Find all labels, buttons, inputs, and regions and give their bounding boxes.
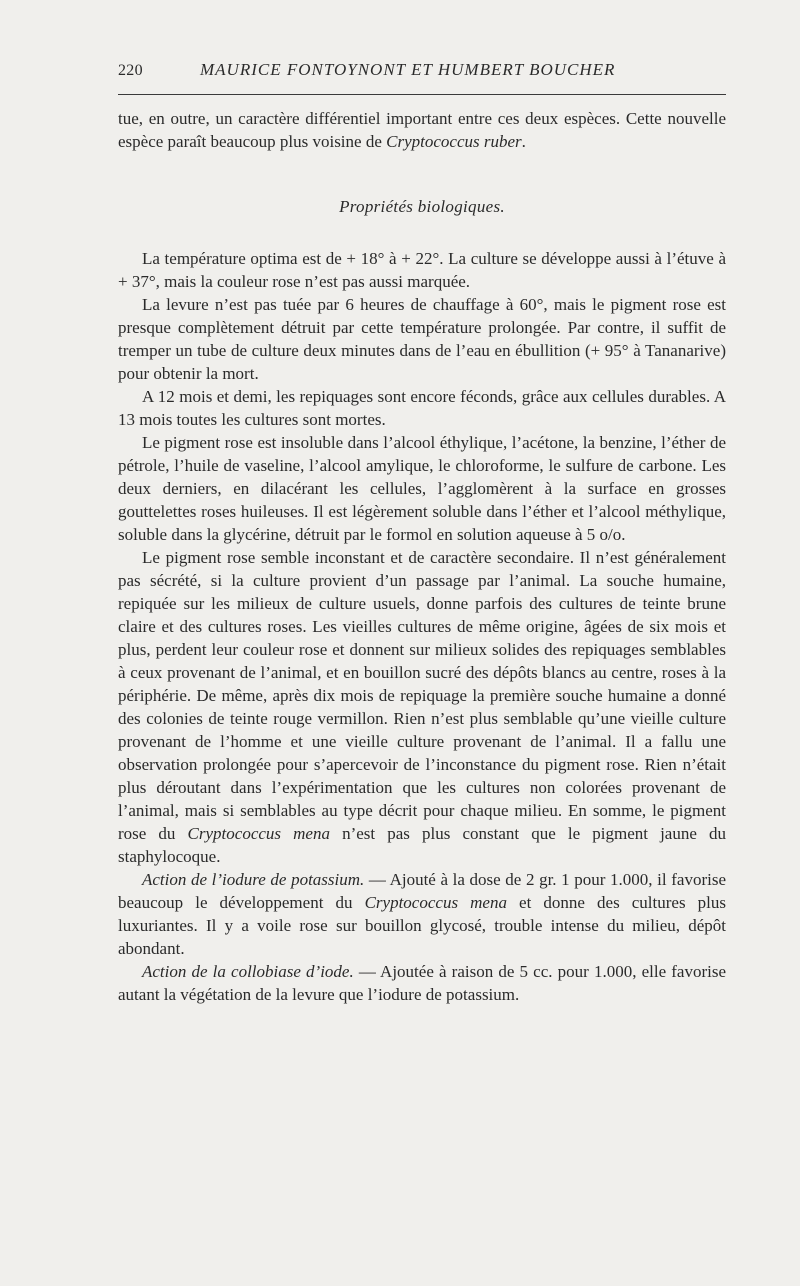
section-heading: Propriétés biologiques. <box>339 197 505 216</box>
paragraph-pigment-inconstant <box>118 546 726 868</box>
p6-text: — Ajouté à la dose de 2 gr. 1 pour 1.000, il favorise beaucoup le développement du <box>118 870 726 912</box>
paragraph-potassium-iodide <box>118 868 726 960</box>
paragraph-heating: La levure n’est pas tuée par 6 heures de chauffage à 60°, mais le pigment rose est presque complètement détruit par cette température prolongée. Par contre, il suffit de tremper un tube de culture deux minutes dans de l’eau en ébullition (+ 95° à Tananarive) pour obtenir la mort. <box>118 295 726 383</box>
running-head: MAURICE FONTOYNONT ET HUMBERT BOUCHER <box>200 60 616 79</box>
intro-end: . <box>521 132 526 151</box>
paragraph-collobiase <box>118 960 726 1006</box>
species-name: Cryptococcus mena <box>364 893 507 912</box>
page-number: 220 <box>118 62 143 79</box>
paragraph-temperature: La température optima est de + 18° à + 22°. La culture se développe aussi à l’étuve à + 37°, mais la couleur rose n’est pas aussi marquée. <box>118 249 726 291</box>
p5-text: Le pigment rose semble inconstant et de caractère secondaire. Il n’est généralement pas sécrété, si la culture provient d’un passage par l’animal. La souche humaine, repiquée sur les milieux de culture usuels, donne parfois des cultures de teinte brune claire et des cultures roses. Les vieilles cultures de même origine, âgées de six mois et plus, perdent leur couleur rose et donnent sur milieux solides des repiquages semblables à ceux provenant de l’animal, et en bouillon sucré des dépôts blancs au centre, roses à la périphérie. De même, après dix mois de repiquage la première souche humaine a donné des colonies de teinte rouge vermillon. Rien n’est plus semblable qu’une vieille culture provenant de l’homme et une vieille culture provenant de l’animal. Il a fallu une observation prolongée pour s’apercevoir de l’inconstance du pigment rose. Rien n’était plus déroutant dans l’expérimentation que les cultures non colorées provenant de l’animal, mais si semblables au type décrit pour chaque milieu. En somme, le pigment rose du <box>118 548 726 843</box>
intro-paragraph <box>118 107 726 153</box>
intro-text: tue, en outre, un caractère différentiel important entre ces deux espèces. Cette nouvelle espèce paraît beaucoup plus voisine de <box>118 109 726 151</box>
paragraph-pigment-solubility: Le pigment rose est insoluble dans l’alcool éthylique, l’acétone, la benzine, l’éther de pétrole, l’huile de vaseline, l’alcool amylique, le chloroforme, le sulfure de carbone. Les deux derniers, en dilacérant les cellules, l’agglomèrent à la surface en grosses gouttelettes roses huileuses. Il est légèrement soluble dans l’éther et l’alcool méthylique, soluble dans la glycérine, détruit par le formol en solution aqueuse à 5 o/o. <box>118 433 726 544</box>
p6-title: Action de l’iodure de potassium. <box>142 870 365 889</box>
p7-text: — Ajoutée à raison de 5 cc. pour 1.000, elle favorise autant la végétation de la levure que l’iodure de potassium. <box>118 962 726 1004</box>
p5-end: n’est pas plus constant que le pigment jaune du staphylocoque. <box>118 824 726 866</box>
page-header <box>118 60 726 90</box>
species-name: Cryptococcus ruber <box>386 132 522 151</box>
p6-end: et donne des cultures plus luxuriantes. Il y a voile rose sur bouillon glycosé, trouble intense du milieu, dépôt abondant. <box>118 893 726 958</box>
header-rule <box>118 94 726 95</box>
paragraph-subcultures: A 12 mois et demi, les repiquages sont encore féconds, grâce aux cellules durables. A 13 mois toutes les cultures sont mortes. <box>118 387 726 429</box>
p7-title: Action de la collobiase d’iode. <box>142 962 354 981</box>
document-page <box>118 60 726 1006</box>
species-name: Cryptococcus mena <box>187 824 330 843</box>
